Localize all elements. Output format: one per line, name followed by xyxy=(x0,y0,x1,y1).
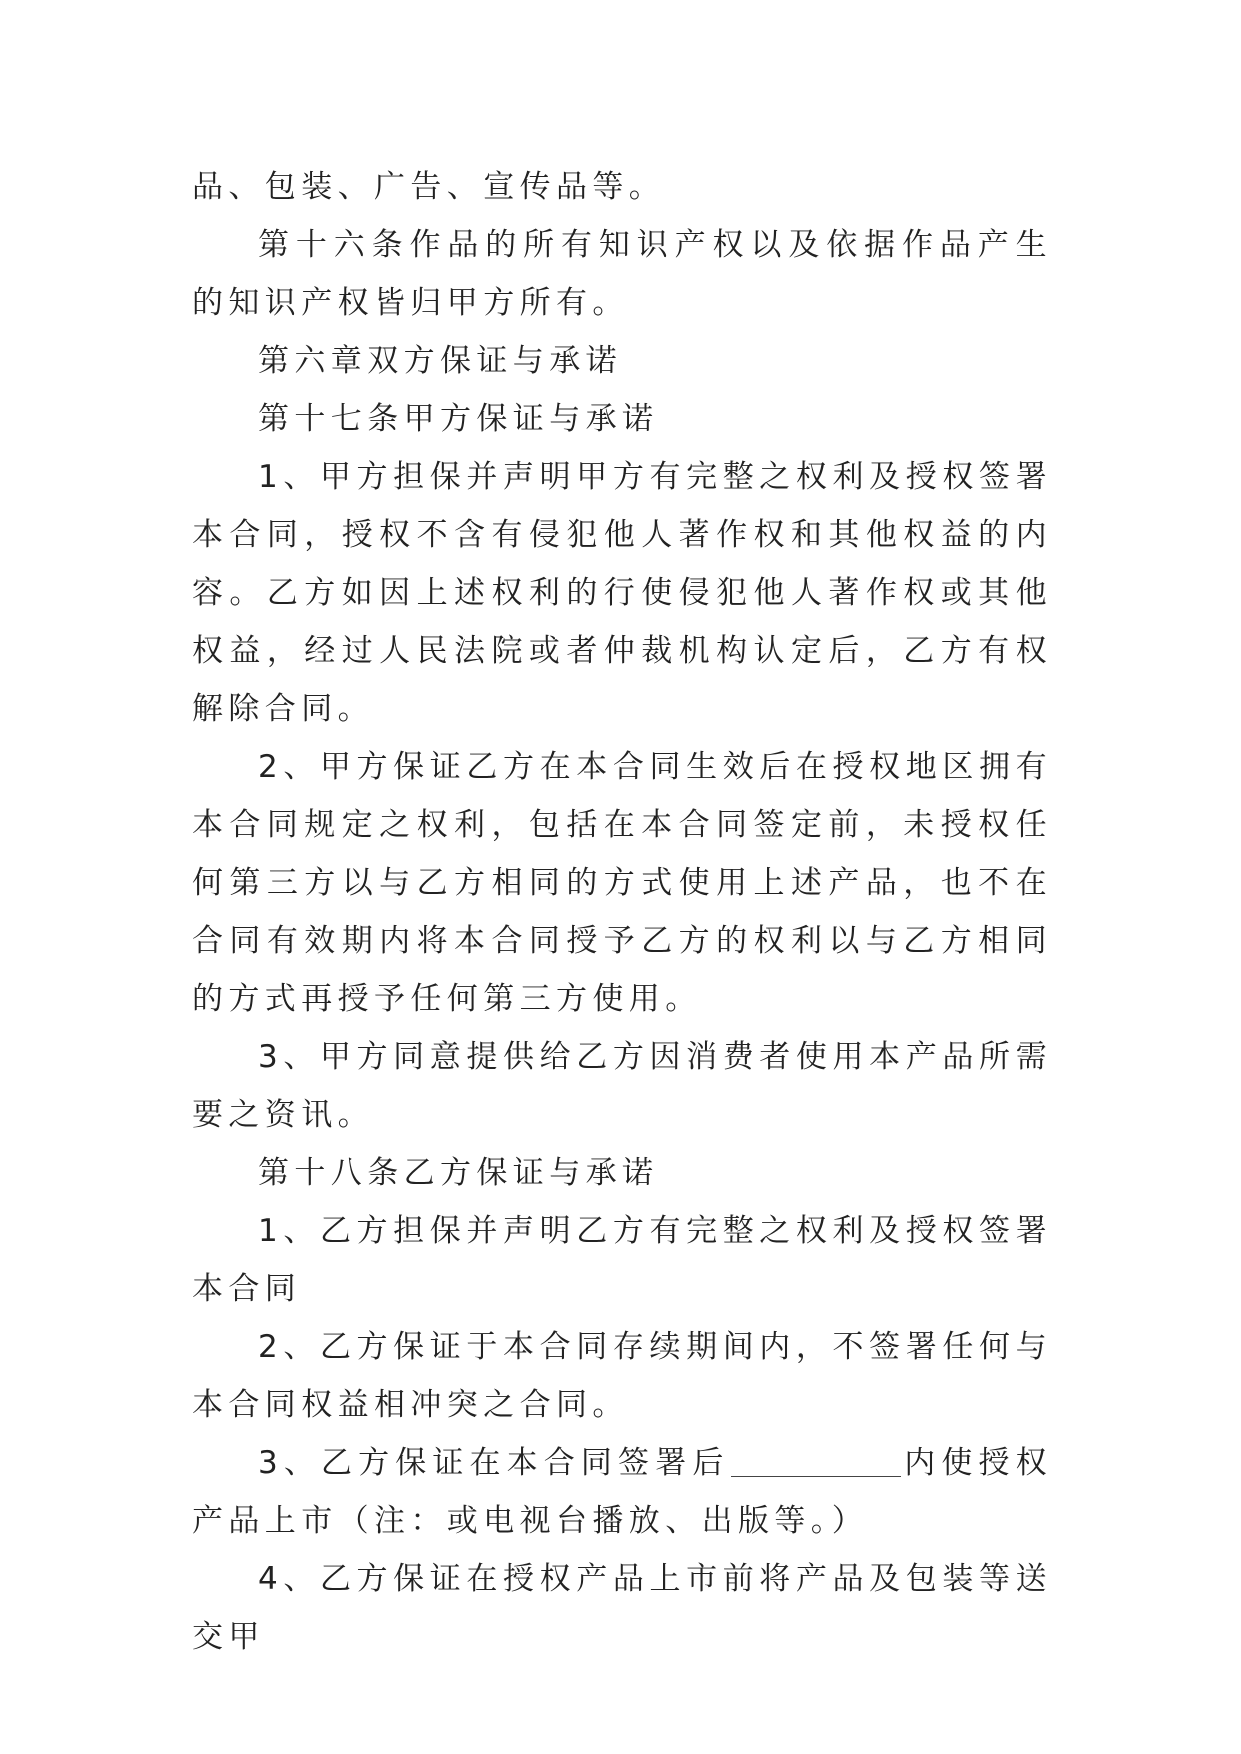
paragraph-article-18-item-4: 4、乙方保证在授权产品上市前将产品及包装等送交甲 xyxy=(192,1561,1052,1655)
paragraph-continuation: 品、包装、广告、宣传品等。 xyxy=(192,169,666,205)
item-3-text-after: 内使授权产品上市（注：或电视台播放、出版等。） xyxy=(192,1445,1053,1539)
paragraph-article-17-item-1: 1、甲方担保并声明甲方有完整之权利及授权签署本合同，授权不含有侵犯他人著作权和其他权益的内容。乙方如因上述权利的行使侵犯他人著作权或其他权益，经过人民法院或者仲裁机构认定后，乙方有权解除合同。 xyxy=(192,459,1052,727)
paragraph-article-18-item-2: 2、乙方保证于本合同存续期间内，不签署任何与本合同权益相冲突之合同。 xyxy=(192,1329,1052,1423)
fill-in-blank-line[interactable] xyxy=(731,1442,901,1477)
article-heading-17: 第十七条甲方保证与承诺 xyxy=(258,401,659,437)
paragraph-article-17-item-2: 2、甲方保证乙方在本合同生效后在授权地区拥有本合同规定之权利，包括在本合同签定前，未授权任何第三方以与乙方相同的方式使用上述产品，也不在合同有效期内将本合同授予乙方的权利以与乙方相同的方式再授予任何第三方使用。 xyxy=(192,749,1052,1017)
article-heading-18: 第十八条乙方保证与承诺 xyxy=(258,1155,659,1191)
document-body xyxy=(192,158,1052,1666)
chapter-heading-6: 第六章双方保证与承诺 xyxy=(258,343,622,379)
paragraph-article-18-item-3 xyxy=(192,1434,1052,1550)
paragraph-article-17-item-3: 3、甲方同意提供给乙方因消费者使用本产品所需要之资讯。 xyxy=(192,1039,1052,1133)
paragraph-article-16: 第十六条作品的所有知识产权以及依据作品产生的知识产权皆归甲方所有。 xyxy=(192,227,1052,321)
item-3-text-before: 3、乙方保证在本合同签署后 xyxy=(258,1445,730,1481)
paragraph-article-18-item-1: 1、乙方担保并声明乙方有完整之权利及授权签署本合同 xyxy=(192,1213,1052,1307)
